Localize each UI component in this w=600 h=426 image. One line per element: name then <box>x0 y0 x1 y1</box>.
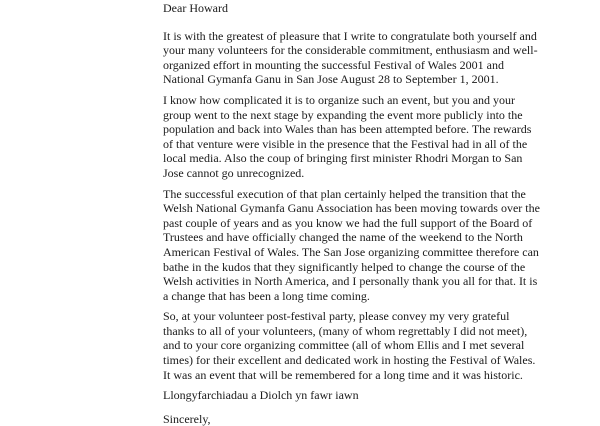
text-line: It is with the greatest of pleasure that I write to congratulate both yourself and <box>163 28 537 43</box>
text-line: past couple of years and as you know we had the full support of the Board of <box>163 215 533 230</box>
text-line: Jose cannot go unrecognized. <box>163 165 305 180</box>
text-line: group went to the next stage by expanding the event more publicly into the <box>163 107 523 122</box>
text-line: local media. Also the coup of bringing first minister Rhodri Morgan to San <box>163 151 523 166</box>
text-line: bathe in the kudos that they significantly helped to change the course of the <box>163 259 526 274</box>
paragraph-congratulations <box>163 29 559 87</box>
closing-welsh: Llongyfarchiadau a Diolch yn fawr iawn <box>163 388 359 403</box>
text-line: National Gymanfa Ganu in San Jose August 28 to September 1, 2001. <box>163 72 499 87</box>
text-line: thanks to all of your volunteers, (many of whom regrettably I did not meet), <box>163 323 528 338</box>
text-line: American Festival of Wales. The San Jose organizing committee therefore can <box>163 244 539 259</box>
text-line: I know how complicated it is to organize such an event, but you and your <box>163 92 516 107</box>
paragraph-thanks <box>163 309 559 382</box>
signoff: Sincerely, <box>163 411 211 426</box>
letter-body <box>163 1 559 426</box>
text-line: The successful execution of that plan certainly helped the transition that the <box>163 186 526 201</box>
text-line: So, at your volunteer post-festival party, please convey my very grateful <box>163 309 510 324</box>
text-line: It was an event that will be remembered for a long time and it was historic. <box>163 367 523 382</box>
text-line: organized effort in mounting the successful Festival of Wales 2001 and <box>163 57 504 72</box>
text-line: your many volunteers for the considerable commitment, enthusiasm and well- <box>163 43 538 58</box>
salutation: Dear Howard <box>163 1 228 15</box>
text-line: Trustees and have officially changed the name of the weekend to the North <box>163 230 523 245</box>
text-line: and to your core organizing committee (all of whom Ellis and I met several <box>163 338 525 353</box>
text-line: a change that has been a long time coming. <box>163 288 370 303</box>
text-line: times) for their excellent and dedicated work in hosting the Festival of Wales. <box>163 353 536 368</box>
text-line: Welsh activities in North America, and I personally thank you all for that. It is <box>163 274 538 289</box>
text-line: population and back into Wales than has been attempted before. The rewards <box>163 122 532 137</box>
text-line: of that venture were visible in the presence that the Festival had in all of the <box>163 136 528 151</box>
text-line: Welsh National Gymanfa Ganu Association has been moving towards over the <box>163 201 540 216</box>
paragraph-transition <box>163 187 559 304</box>
paragraph-organization <box>163 93 559 181</box>
